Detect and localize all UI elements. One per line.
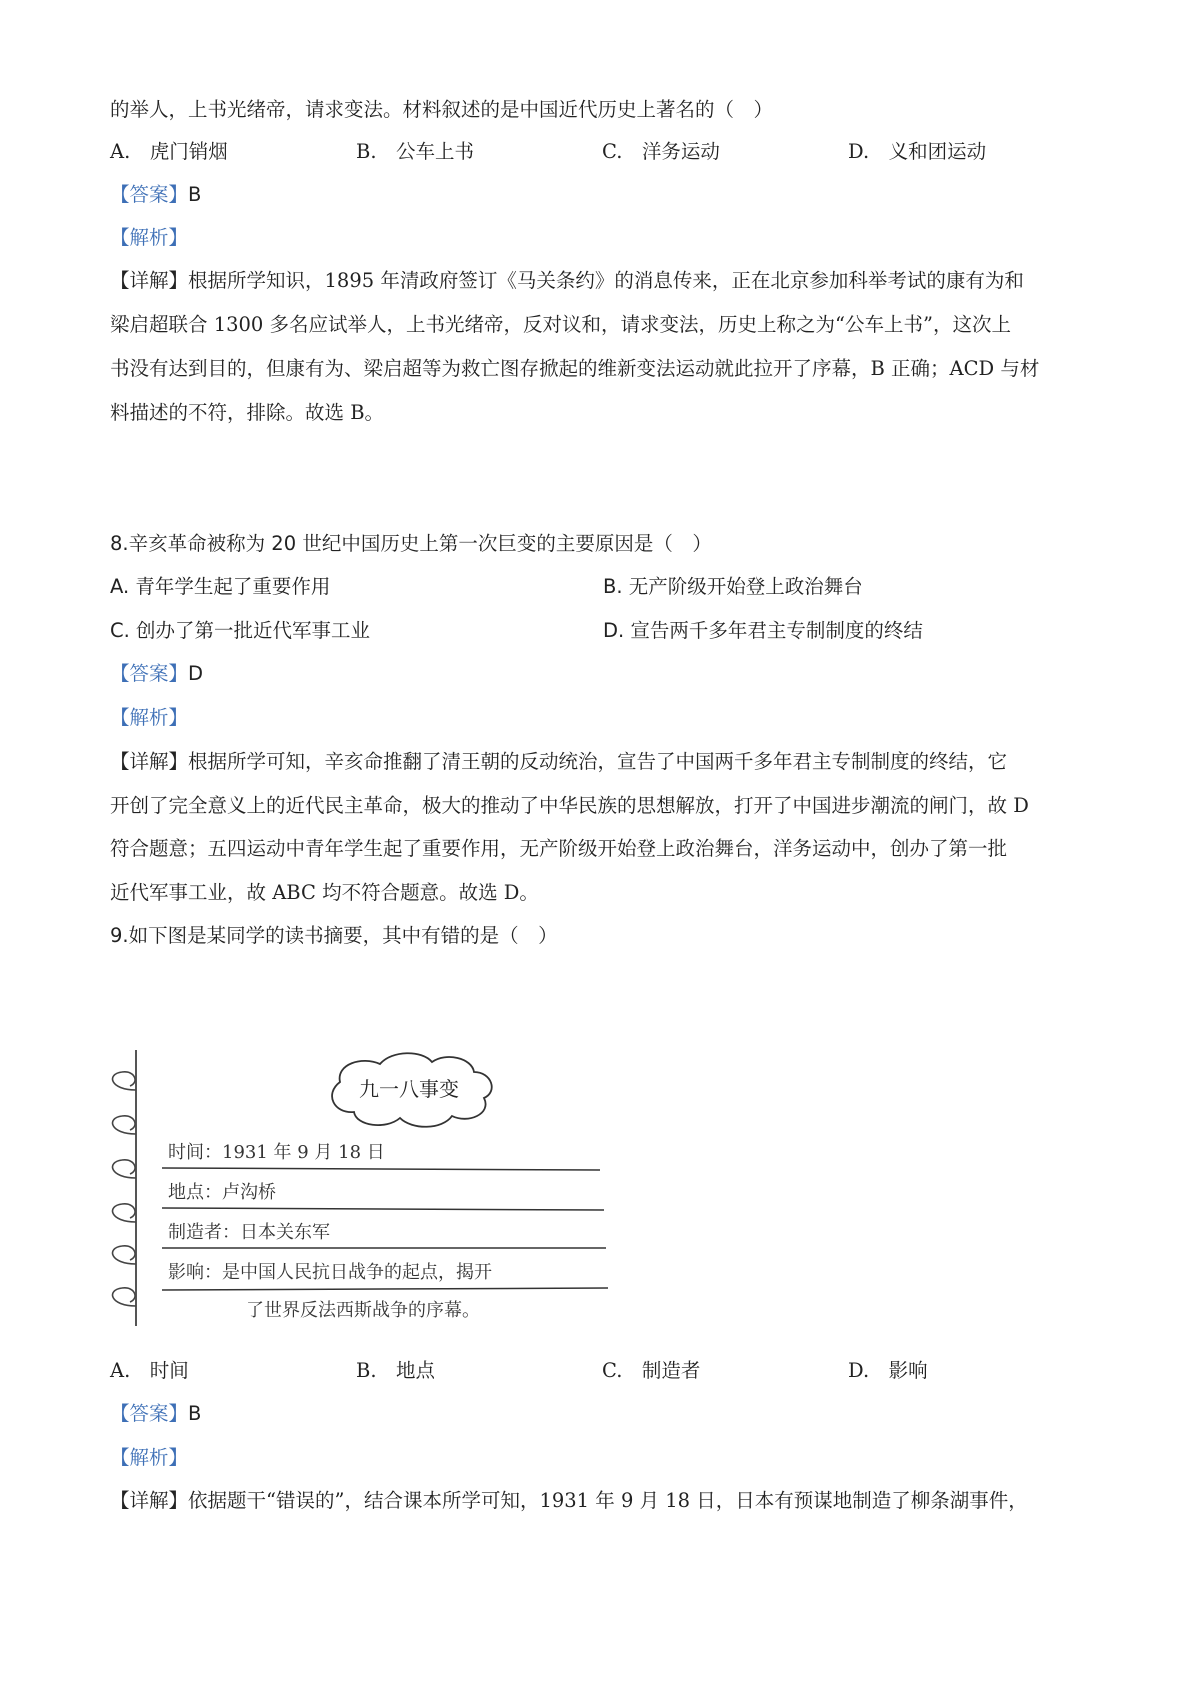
q8-option-c: C. 创办了第一批近代军事工业 [110,619,371,642]
note-impact-1: 影响：是中国人民抗日战争的起点，揭开 [168,1262,492,1283]
q7-option-d: D. 义和团运动 [848,140,987,163]
q7-detail-text-1: 根据所学知识，1895 年清政府签订《马关条约》的消息传来，正在北京参加科举考试的康有为和 [188,269,1024,292]
q9-answer [110,1400,201,1428]
q7-analysis [110,224,188,252]
q8-detail-line-4: 近代军事工业，故 ABC 均不符合题意。故选 D。 [110,881,539,904]
q8-option-d: D. 宣告两千多年君主专制制度的终结 [603,619,923,642]
q8-option-b: B. 无产阶级开始登上政治舞台 [603,575,863,598]
q8-detail-text-1: 根据所学可知，辛亥命推翻了清王朝的反动统治，宣告了中国两千多年君主专制制度的终结，它 [188,750,1008,773]
q7-option-a: A. 虎门销烟 [110,140,228,163]
q9-analysis-tag: 【解析】 [110,1446,189,1469]
q8-stem: 8.辛亥革命被称为 20 世纪中国历史上第一次巨变的主要原因是（ ） [110,532,712,555]
note-maker: 制造者：日本关东军 [168,1222,330,1243]
q7-answer-value: B [188,183,202,206]
q9-option-a: A. 时间 [110,1359,189,1382]
q7-answer-tag: 【答案】 [110,183,189,206]
q9-analysis [110,1444,188,1472]
q9-option-c: C. 制造者 [602,1359,701,1382]
q7-detail-line-2: 梁启超联合 1300 多名应试举人，上书光绪帝，反对议和，请求变法，历史上称之为“公车上书”，这次上 [110,313,1011,336]
q8-answer-tag: 【答案】 [110,662,189,685]
note-impact-2: 了世界反法西斯战争的序幕。 [246,1300,480,1321]
q7-stem-tail: 的举人，上书光绪帝，请求变法。材料叙述的是中国近代历史上著名的（ ） [110,98,774,121]
q7-detail-line-3: 书没有达到目的，但康有为、梁启超等为救亡图存掀起的维新变法运动就此拉开了序幕，B 正确；ACD 与材 [110,357,1040,380]
note-place: 地点：卢沟桥 [168,1182,276,1203]
q8-detail-line-1 [110,748,1007,776]
q7-option-b: B. 公车上书 [356,140,475,163]
q9-option-d: D. 影响 [848,1359,928,1382]
q8-answer-value: D [188,662,204,685]
q9-option-b: B. 地点 [356,1359,436,1382]
q8-detail-tag: 【详解】 [110,750,189,773]
q9-detail-text-1: 依据题干“错误的”，结合课本所学可知，1931 年 9 月 18 日，日本有预谋地制造了柳条湖事件， [188,1489,1028,1512]
q8-analysis-tag: 【解析】 [110,706,189,729]
notebook-sketch [100,1042,620,1332]
q8-answer [110,660,203,688]
reading-note-image [100,1042,620,1332]
q9-detail-tag: 【详解】 [110,1489,189,1512]
note-time: 时间：1931 年 9 月 18 日 [168,1142,385,1163]
q7-detail-line-4: 料描述的不符，排除。故选 B。 [110,401,385,424]
q9-answer-tag: 【答案】 [110,1402,189,1425]
spiral-rings [113,1072,136,1306]
q7-detail-line-1 [110,267,1024,295]
q9-detail-line-1 [110,1487,1028,1515]
q8-detail-line-2: 开创了完全意义上的近代民主革命，极大的推动了中华民族的思想解放，打开了中国进步潮流的闸门，故 D [110,794,1029,817]
q8-analysis [110,704,188,732]
q7-detail-tag: 【详解】 [110,269,189,292]
q9-answer-value: B [188,1402,202,1425]
note-title: 九一八事变 [359,1077,459,1101]
q7-answer [110,181,201,209]
q8-option-a: A. 青年学生起了重要作用 [110,575,331,598]
q9-stem: 9.如下图是某同学的读书摘要，其中有错的是（ ） [110,924,558,947]
q8-detail-line-3: 符合题意；五四运动中青年学生起了重要作用，无产阶级开始登上政治舞台，洋务运动中，创办了第一批 [110,837,1008,860]
q7-option-c: C. 洋务运动 [602,140,720,163]
q7-analysis-tag: 【解析】 [110,226,189,249]
